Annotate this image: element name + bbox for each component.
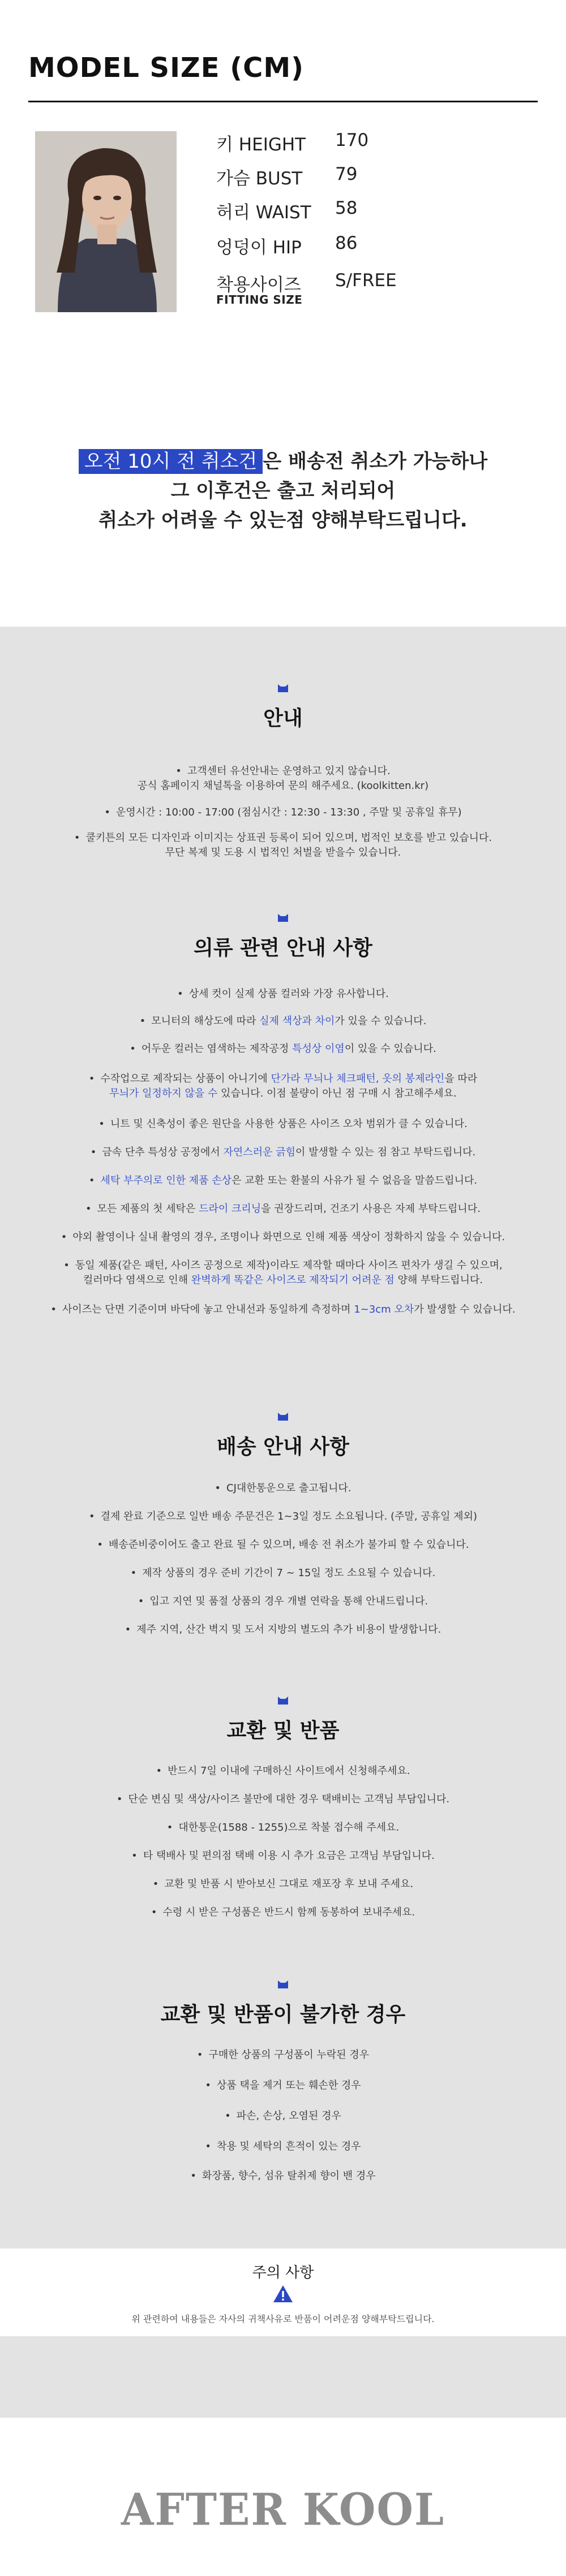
caution-title: 주의 사항 (252, 2264, 314, 2281)
list-item: • 반드시 7일 이내에 구매하신 사이트에서 신청해주세요. (156, 1765, 410, 1777)
list-item: • 화장품, 향수, 섬유 탈취제 향이 밴 경우 (190, 2170, 376, 2182)
notice-line-1-text: 은 배송전 취소가 가능하나 (263, 450, 488, 473)
section-title: 배송 안내 사항 (217, 1435, 349, 1459)
notice-line-1 (0, 447, 566, 476)
brand-logo: AFTER KOOL (121, 2484, 445, 2536)
cat-icon (277, 683, 289, 692)
section-title: 교환 및 반품 (226, 1719, 340, 1742)
list-item: • 타 택배사 및 편의점 택배 이용 시 추가 요금은 고객님 부담입니다. (131, 1850, 435, 1862)
list-item: • 구매한 상품의 구성품이 누락된 경우 (196, 2049, 370, 2061)
spec-label: 허리 WAIST (216, 202, 311, 223)
notice-highlight: 오전 10시 전 취소건 (79, 449, 263, 474)
list-item: • 쿨키튼의 모든 디자인과 이미지는 상표권 등록이 되어 있으며, 법적인 보호를 받고 있습니다. (74, 832, 492, 844)
list-item: • 제작 상품의 경우 준비 기간이 7 ~ 15일 정도 소요될 수 있습니다. (130, 1567, 436, 1579)
caution-text: 위 관련하여 내용들은 자사의 귀책사유로 반품이 어려운점 양해부탁드립니다. (131, 2314, 435, 2324)
spec-label: 가슴 BUST (216, 169, 303, 189)
model-size-title: MODEL SIZE (CM) (28, 52, 305, 84)
list-item: • 단순 변심 및 색상/사이즈 불만에 대한 경우 택배비는 고객님 부담입니다. (116, 1793, 450, 1805)
list-item: • 결제 완료 기준으로 일반 배송 주문건은 1~3일 정도 소요됩니다. (주말, 공휴일 제외) (88, 1511, 478, 1522)
cat-icon (277, 913, 289, 922)
list-item: • 상품 택을 제거 또는 훼손한 경우 (205, 2079, 361, 2091)
spec-value: 170 (335, 130, 369, 150)
notice-line-2: 그 이후건은 출고 처리되어 (170, 480, 396, 502)
exchange-section (0, 1695, 566, 1744)
guide-section (0, 683, 566, 731)
section-title: 교환 및 반품이 불가한 경우 (160, 2003, 406, 2026)
list-item: • 파손, 손상, 오염된 경우 (225, 2110, 341, 2122)
list-item: 컬러마다 염색으로 인해 완벽하게 똑같은 사이즈로 제작되기 어려운 점 양해 부탁드립니다. (83, 1274, 483, 1286)
list-item: • 고객센터 유선안내는 운영하고 있지 않습니다. (175, 765, 391, 777)
spec-value: S/FREE (335, 270, 397, 291)
list-item: • 착용 및 세탁의 흔적이 있는 경우 (205, 2141, 361, 2152)
list-item: 무단 복제 및 도용 시 법적인 처벌을 받을수 있습니다. (165, 847, 401, 858)
spec-label: 키 HEIGHT (216, 135, 306, 155)
list-item: • 수령 시 받은 구성품은 반드시 함께 동봉하여 보내주세요. (151, 1906, 415, 1918)
list-item: • 배송준비중이어도 출고 완료 될 수 있으며, 배송 전 취소가 불가피 할 수 있습니다. (97, 1539, 469, 1551)
list-item: • 입고 지연 및 품절 상품의 경우 개별 연락을 통해 안내드립니다. (138, 1595, 428, 1607)
cat-icon (277, 1979, 289, 1988)
list-item: • 세탁 부주의로 인한 제품 손상은 교환 또는 환불의 사유가 될 수 없음을 말씀드립니다. (88, 1175, 478, 1186)
list-item: • 금속 단추 특성상 공정에서 자연스러운 긁힘이 발생할 수 있는 점 참고 부탁드립니다. (90, 1146, 476, 1158)
list-item: • 운영시간 : 10:00 - 17:00 (점심시간 : 12:30 - 13:30 , 주말 및 공휴일 휴무) (104, 806, 462, 818)
fitting-size-sublabel: FITTING SIZE (216, 293, 303, 307)
section-title: 의류 관련 안내 사항 (194, 937, 372, 960)
list-item: • 제주 지역, 산간 벽지 및 도서 지방의 별도의 추가 비용이 발생합니다. (125, 1624, 441, 1636)
list-item: • 동일 제품(같은 패턴, 사이즈 공정으로 제작)이라도 제작할 때마다 사이즈 편차가 생길 수 있으며, (63, 1259, 503, 1271)
model-photo-image (35, 131, 177, 312)
cat-icon (277, 1695, 289, 1705)
model-size-section (0, 0, 566, 396)
list-item: 무늬가 일정하지 않을 수 있습니다. 이점 불량이 아닌 점 구매 시 참고해주세요. (109, 1088, 457, 1099)
model-photo (35, 131, 177, 312)
list-item: 공식 홈페이지 채널톡을 이용하여 문의 해주세요. (koolkitten.kr) (137, 780, 429, 792)
shipping-section (0, 1412, 566, 1460)
spec-value: 58 (335, 198, 358, 218)
cancellation-notice (0, 447, 566, 535)
list-item: • 대한통운(1588 - 1255)으로 착불 접수해 주세요. (166, 1822, 400, 1833)
spec-label: 착용사이즈 (216, 275, 301, 295)
caution-box (0, 2249, 566, 2336)
warning-icon (273, 2285, 293, 2303)
list-item: • 교환 및 반품 시 받아보신 그대로 재포장 후 보내 주세요. (152, 1878, 414, 1890)
notice-line-3: 취소가 어려울 수 있는점 양해부탁드립니다. (98, 509, 468, 532)
info-panel (0, 627, 566, 2249)
not-allowed-section (0, 1979, 566, 2027)
list-item: • 수작업으로 제작되는 상품이 아니기에 단가라 무늬나 체크패턴, 옷의 봉제라인을 따라 (88, 1073, 478, 1085)
list-item: • 어두운 컬러는 염색하는 제작공정 특성상 이염이 있을 수 있습니다. (130, 1043, 436, 1055)
spec-value: 79 (335, 164, 358, 184)
spec-value: 86 (335, 233, 358, 253)
title-divider (28, 101, 538, 102)
bottom-divider-band (0, 2336, 566, 2418)
list-item: • CJ대한통운으로 출고됩니다. (215, 1482, 351, 1494)
section-title: 안내 (263, 707, 303, 730)
list-item: • 사이즈는 단면 기준이며 바닥에 놓고 안내선과 동일하게 측정하며 1~3cm 오차가 발생할 수 있습니다. (50, 1304, 516, 1315)
clothing-section (0, 913, 566, 961)
cat-icon (277, 1412, 289, 1421)
spec-label: 엉덩이 HIP (216, 238, 302, 258)
list-item: • 상세 컷이 실제 상품 컬러와 가장 유사합니다. (177, 988, 389, 1000)
list-item: • 니트 및 신축성이 좋은 원단을 사용한 상품은 사이즈 오차 범위가 클 수 있습니다. (98, 1118, 468, 1130)
list-item: • 모니터의 해상도에 따라 실제 색상과 차이가 있을 수 있습니다. (139, 1015, 427, 1027)
list-item: • 모든 제품의 첫 세탁은 드라이 크리닝을 권장드리며, 건조기 사용은 자제 부탁드립니다. (85, 1203, 481, 1215)
list-item: • 야외 촬영이나 실내 촬영의 경우, 조명이나 화면으로 인해 제품 색상이 정확하지 않을 수 있습니다. (61, 1231, 505, 1243)
